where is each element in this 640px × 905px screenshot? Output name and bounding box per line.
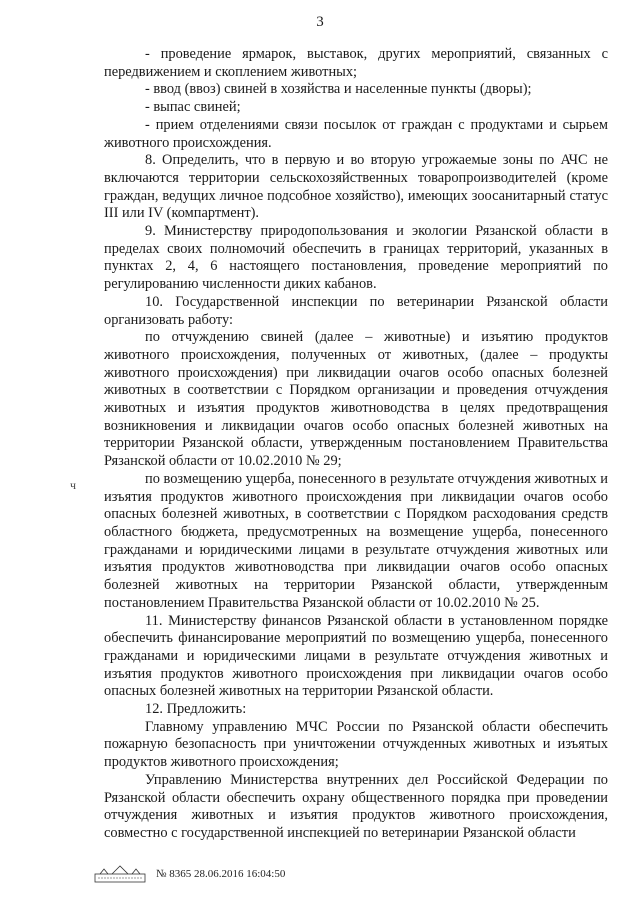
paragraph-clause-10: 10. Государственной инспекции по ветеринарии Рязанской области организовать работу: (104, 293, 608, 328)
document-body (104, 46, 608, 843)
page-number: 3 (316, 14, 324, 30)
registration-number: № 8365 28.06.2016 16:04:50 (156, 868, 286, 880)
paragraph-clause-11: 11. Министерству финансов Рязанской области в установленном порядке обеспечить финансирование мероприятий по возмещению ущерба, понесенного гражданами и юридическими лицами в результате отчуждения животных и изъятия продуктов животного происхождения при ликвидации очагов особо опасных болезней животных на территории Рязанской области. (104, 612, 608, 700)
paragraph-list-item-parcels: - прием отделениями связи посылок от граждан с продуктами и сырьем животного происхождения. (104, 116, 608, 151)
paragraph-list-item-grazing: - выпас свиней; (145, 99, 241, 116)
paragraph-clause-10-alienation: по отчуждению свиней (далее – животные) и изъятию продуктов животного происхождения, полученных от животных, (далее – продукты животного происхождения) при ликвидации очагов особо опасных болезней животных в соответствии с Порядком организации и проведения отчуждения животных и изъятия продуктов животноводства в целях предотвращения возникновения и ликвидации очагов особо опасных болезней животных на территории Рязанской области, утвержденным постановлением Правительства Рязанской области от 10.02.2010 № 29; (104, 329, 608, 470)
paragraph-clause-12-mvd: Управлению Министерства внутренних дел Российской Федерации по Рязанской области обеспечить охрану общественного порядка при проведении отчуждения животных и изъятия продуктов животного происхождения, совместно с государственной инспекцией по ветеринарии Рязанской области (104, 771, 608, 841)
paragraph-list-item-fairs: - проведение ярмарок, выставок, других мероприятий, связанных с передвижением и скоплением животных; (104, 46, 608, 80)
paragraph-list-item-pig-import: - ввод (ввоз) свиней в хозяйства и населенные пункты (дворы); (145, 81, 532, 98)
paragraph-clause-8: 8. Определить, что в первую и во вторую угрожаемые зоны по АЧС не включаются территории сельскохозяйственных товаропроизводителей (кроме граждан, ведущих личное подсобное хозяйство), имеющих зоосанитарный статус III или IV (компартмент). (104, 152, 608, 222)
footer-registration (94, 864, 285, 884)
paragraph-clause-9: 9. Министерству природопользования и экологии Рязанской области в пределах своих полномочий обеспечить в границах территорий, указанных в пунктах 2, 4, 6 настоящего постановления, проведение мероприятий по регулированию численности диких кабанов. (104, 223, 608, 293)
paragraph-clause-12: 12. Предложить: (145, 701, 247, 718)
paragraph-clause-10-compensation: по возмещению ущерба, понесенного в результате отчуждения животных и изъятия продуктов животного происхождения при ликвидации очагов особо опасных болезней животных, в соответствии с Порядком расходования средств областного бюджета, предусмотренных на возмещение ущерба, понесенного гражданами и юридическими лицами в результате отчуждения животных или изъятия продуктов животноводства при ликвидации очагов особо опасных болезней животных на территории Рязанской области, утвержденным постановлением Правительства Рязанской области от 10.02.2010 № 25. (104, 470, 608, 611)
paragraph-clause-12-mchs: Главному управлению МЧС России по Рязанской области обеспечить пожарную безопасность при уничтожении отчужденных животных и изъятых продуктов животного происхождения; (104, 718, 608, 771)
registry-logo-icon (94, 865, 146, 883)
stray-mark: ч (70, 478, 77, 492)
